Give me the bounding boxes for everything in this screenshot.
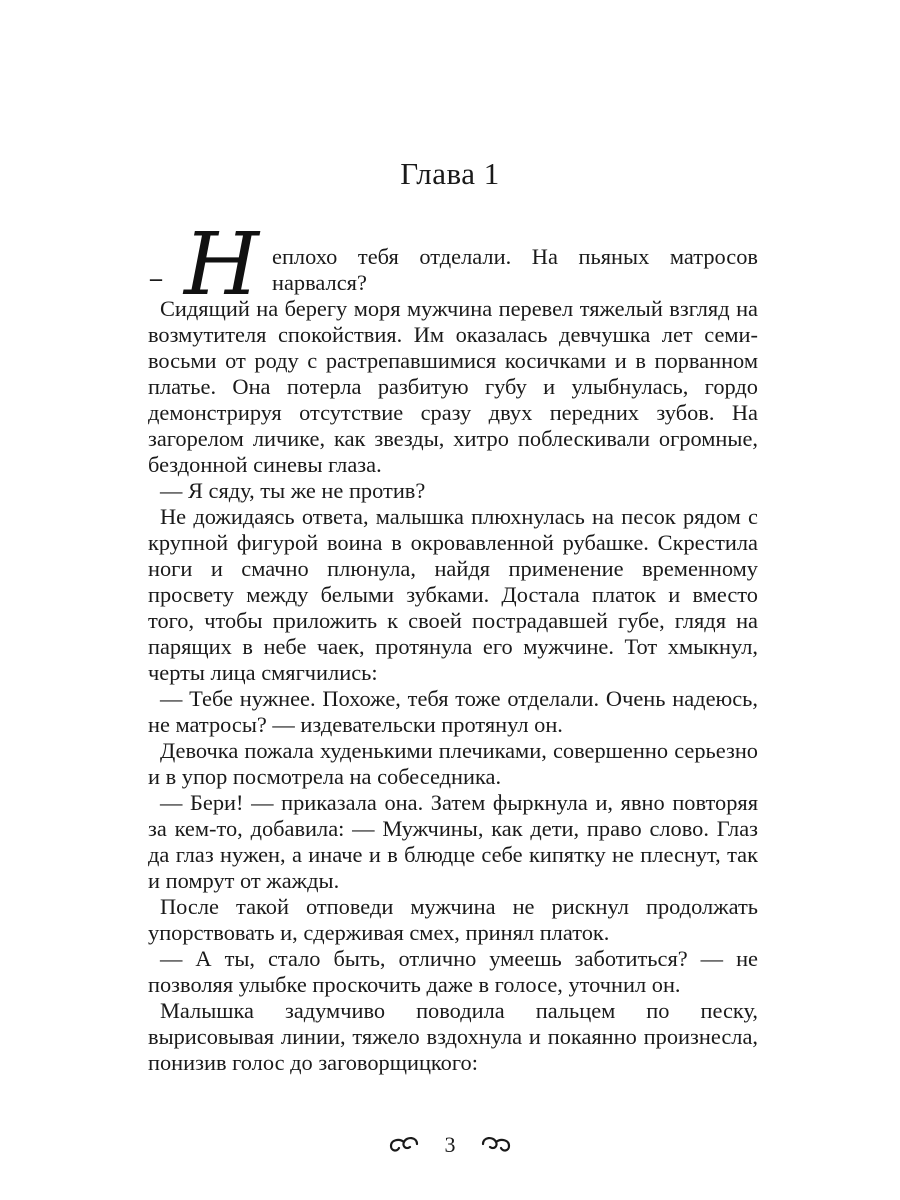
body-text bbox=[148, 215, 758, 1076]
page-number: 3 bbox=[444, 1132, 456, 1157]
right-curl-ornament-icon bbox=[479, 1134, 513, 1160]
opening-line-1: еплохо тебя отделали. На пьяных матросов bbox=[272, 244, 758, 269]
paragraph: Не дожидаясь ответа, малышка плюхнулась на песок рядом с крупной фигурой воина в окровавленной рубашке. Скрестила ноги и смачно плюнула, найдя применение временному просвету между белыми зубками. Достала платок и вместо того, чтобы приложить к своей пострадавшей губе, глядя на парящих в небе чаек, протянула его мужчине. Тот хмыкнул, черты лица смягчились: bbox=[148, 504, 758, 685]
paragraph: После такой отповеди мужчина не рискнул продолжать упорствовать и, сдерживая смех, принял платок. bbox=[148, 894, 758, 945]
paragraph: Малышка задумчиво поводила пальцем по песку, вырисовывая линии, тяжело вздохнула и покаянно произнесла, понизив голос до заговорщицкого: bbox=[148, 998, 758, 1075]
paragraph: — Я сяду, ты же не против? bbox=[160, 478, 426, 503]
paragraph: — Тебе нужнее. Похоже, тебя тоже отделали. Очень надеюсь, не матросы? — издевательски протянул он. bbox=[148, 686, 758, 737]
lead-dash: – bbox=[150, 266, 162, 292]
drop-cap-letter: Н bbox=[184, 215, 259, 315]
paragraph: Девочка пожала худенькими плечиками, совершенно серьезно и в упор посмотрела на собеседника. bbox=[148, 738, 758, 789]
chapter-title: Глава 1 bbox=[400, 156, 500, 191]
paragraph: Сидящий на берегу моря мужчина перевел тяжелый взгляд на возмутителя спокойствия. Им оказалась девчушка лет семи-восьми от роду с растрепавшимися косичками и в порванном платье. Она потерла разбитую губу и улыбнулась, гордо демонстрируя отсутствие сразу двух передних зубов. На загорелом личике, как звезды, хитро поблескивали огромные, бездонной синевы глаза. bbox=[148, 296, 758, 477]
opening-line-2: нарвался? bbox=[272, 270, 367, 295]
left-curl-ornament-icon bbox=[387, 1134, 421, 1160]
page-footer bbox=[0, 1132, 900, 1160]
paragraph: — А ты, стало быть, отлично умеешь заботиться? — не позволяя улыбке проскочить даже в голосе, уточнил он. bbox=[148, 946, 758, 997]
paragraph: — Бери! — приказала она. Затем фыркнула и, явно повторяя за кем-то, добавила: — Мужчины, как дети, право слово. Глаз да глаз нужен, а иначе и в блюдце себе кипятку не плеснут, так и помрут от жажды. bbox=[148, 790, 758, 893]
opening-paragraph bbox=[148, 215, 758, 315]
